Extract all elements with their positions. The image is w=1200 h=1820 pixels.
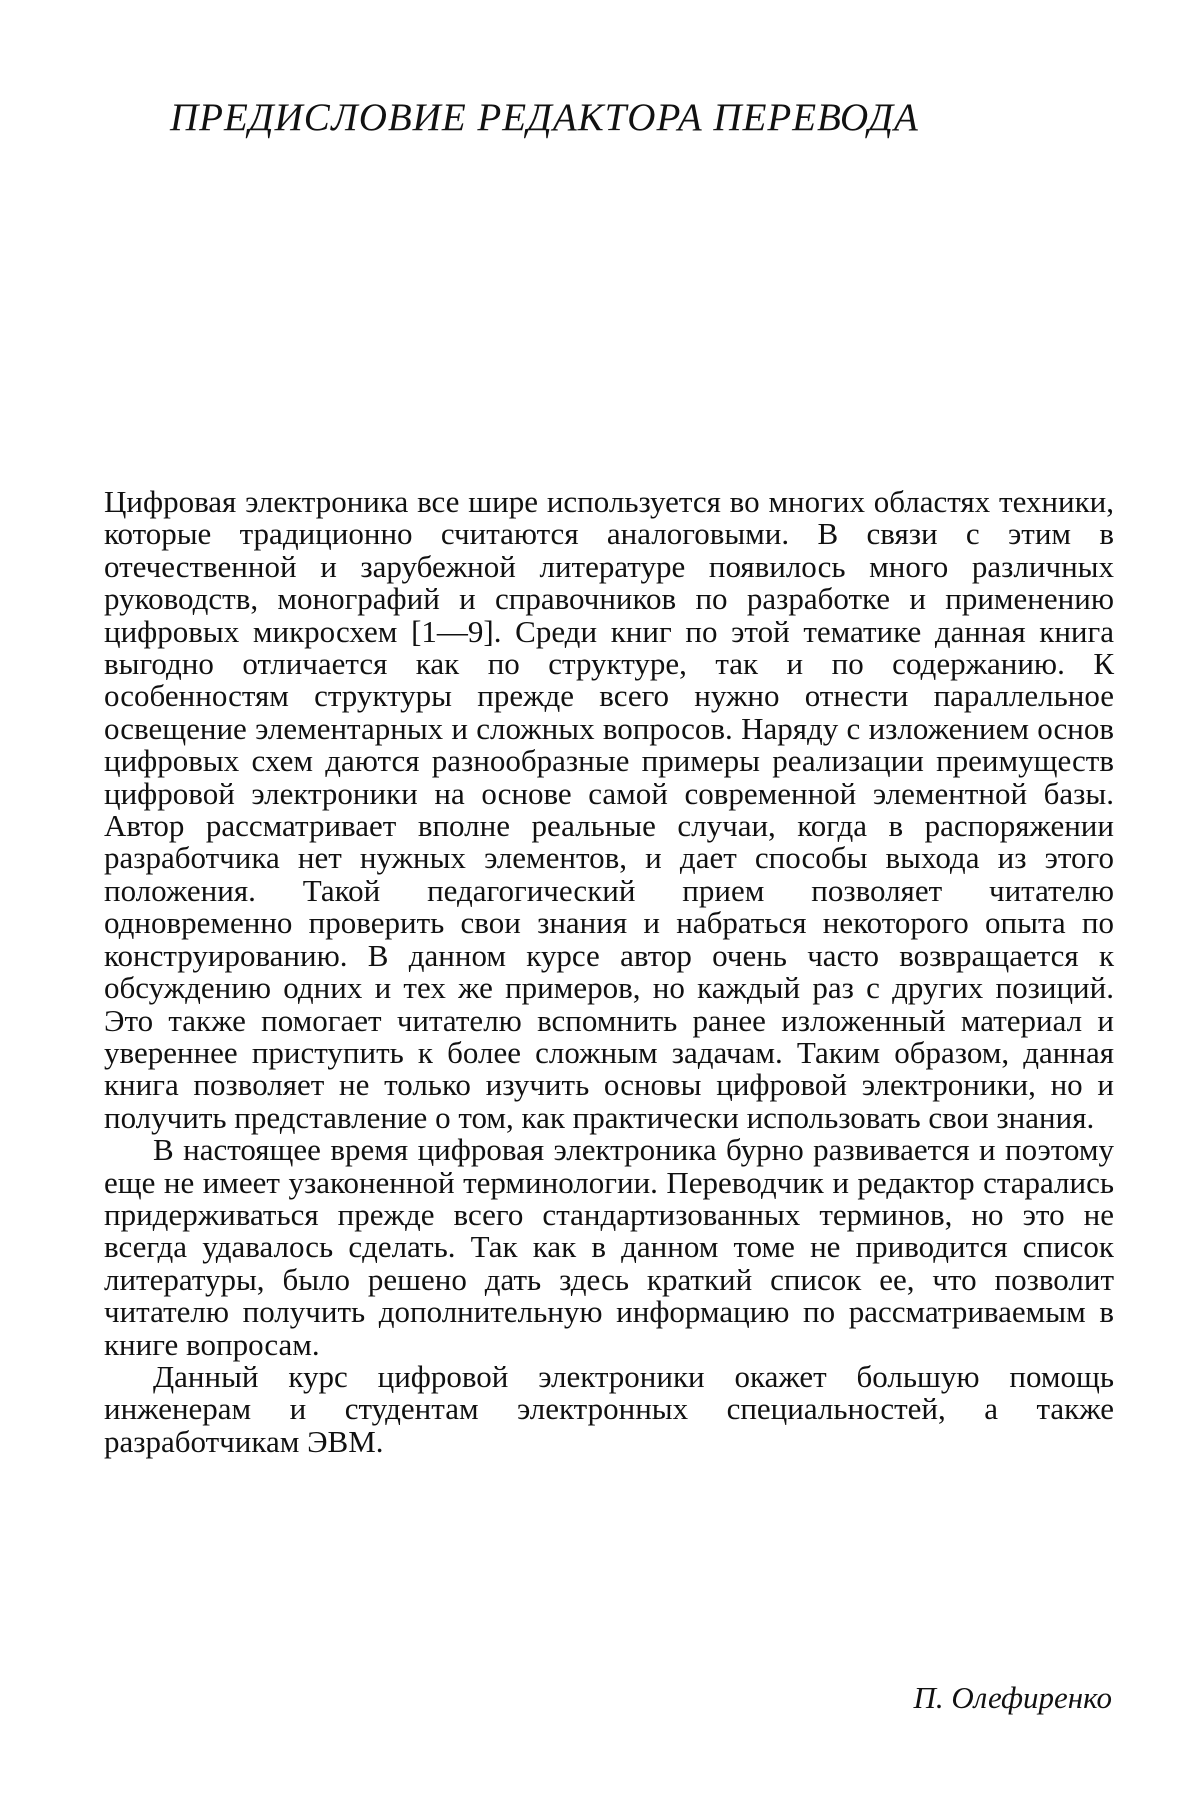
preface-body [104, 486, 1114, 1458]
preface-title: ПРЕДИСЛОВИЕ РЕДАКТОРА ПЕРЕВОДА [170, 96, 919, 139]
editor-signature: П. Олефиренко [913, 1680, 1112, 1715]
paragraph-2: В настоящее время цифровая электроника бурно развивается и поэтому еще не имеет узаконенной терминологии. Переводчик и редактор старались придерживаться прежде всего стандартизованных терминов, но это не всегда удавалось сделать. Так как в данном томе не приводится список литературы, было решено дать здесь краткий список ее, что позволит читателю получить дополнительную информацию по рассматриваемым в книге вопросам. [104, 1132, 1114, 1362]
paragraph-3: Данный курс цифровой электроники окажет большую помощь инженерам и студентам электронных специальностей, а также разработчикам ЭВМ. [104, 1358, 1114, 1459]
paragraph-1: Цифровая электроника все шире используется во многих областях техники, которые традиционно считаются аналоговыми. В связи с этим в отечественной и зарубежной литературе появилось много различных руководств, монографий и справочников по разработке и применению цифровых микросхем [1—9]. Среди книг по этой тематике данная книга выгодно отличается как по структуре, так и по содержанию. К особенностям структуры прежде всего нужно отнести параллельное освещение элементарных и сложных вопросов. Наряду с изложением основ цифровых схем даются разнообразные примеры реализации преимуществ цифровой электроники на основе самой современной элементной базы. Автор рассматривает вполне реальные случаи, когда в распоряжении разработчика нет нужных элементов, и дает способы выхода из этого положения. Такой педагогический прием позволяет читателю одновременно проверить свои знания и набраться некоторого опыта по конструированию. В данном курсе автор очень часто возвращается к обсуждению одних и тех же примеров, но каждый раз с других позиций. Это также помогает читателю вспомнить ранее изложенный материал и увереннее приступить к более сложным задачам. Таким образом, данная книга позволяет не только изучить основы цифровой электроники, но и получить представление о том, как практически использовать свои знания. [104, 484, 1114, 1135]
